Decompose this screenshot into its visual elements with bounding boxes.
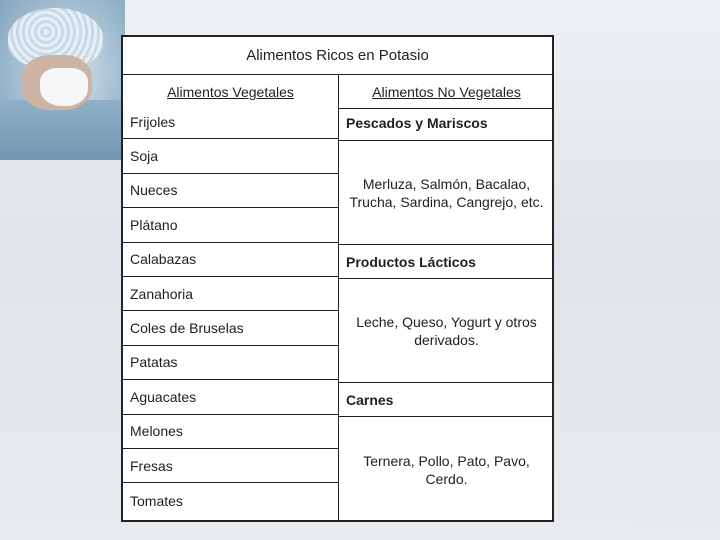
category-label: Carnes	[339, 383, 554, 417]
surgical-mask	[40, 68, 88, 106]
vegetal-item: Plátano	[123, 208, 338, 242]
vegetal-item: Fresas	[123, 449, 338, 483]
category-label: Pescados y Mariscos	[339, 105, 554, 141]
potassium-foods-table	[121, 35, 554, 522]
vegetal-item: Coles de Bruselas	[123, 311, 338, 345]
category-label: Productos Lácticos	[339, 245, 554, 279]
category-items: Merluza, Salmón, Bacalao, Trucha, Sardina, Cangrejo, etc.	[339, 141, 554, 245]
vegetal-item: Calabazas	[123, 243, 338, 277]
vegetal-item: Zanahoria	[123, 277, 338, 311]
vegetal-item: Patatas	[123, 346, 338, 380]
header-vegetales: Alimentos Vegetales	[167, 84, 294, 100]
vegetal-item: Melones	[123, 415, 338, 449]
vegetal-item: Aguacates	[123, 380, 338, 414]
vegetal-item: Soja	[123, 139, 338, 173]
category-items: Leche, Queso, Yogurt y otros derivados.	[339, 279, 554, 383]
vegetal-item: Tomates	[130, 492, 183, 509]
vegetal-item: Frijoles	[123, 105, 338, 139]
header-no-vegetales: Alimentos No Vegetales	[339, 75, 554, 109]
vegetal-item: Nueces	[123, 174, 338, 208]
table-title: Alimentos Ricos en Potasio	[123, 37, 552, 75]
doctor-photo	[0, 0, 125, 160]
category-items: Ternera, Pollo, Pato, Pavo, Cerdo.	[363, 452, 530, 487]
